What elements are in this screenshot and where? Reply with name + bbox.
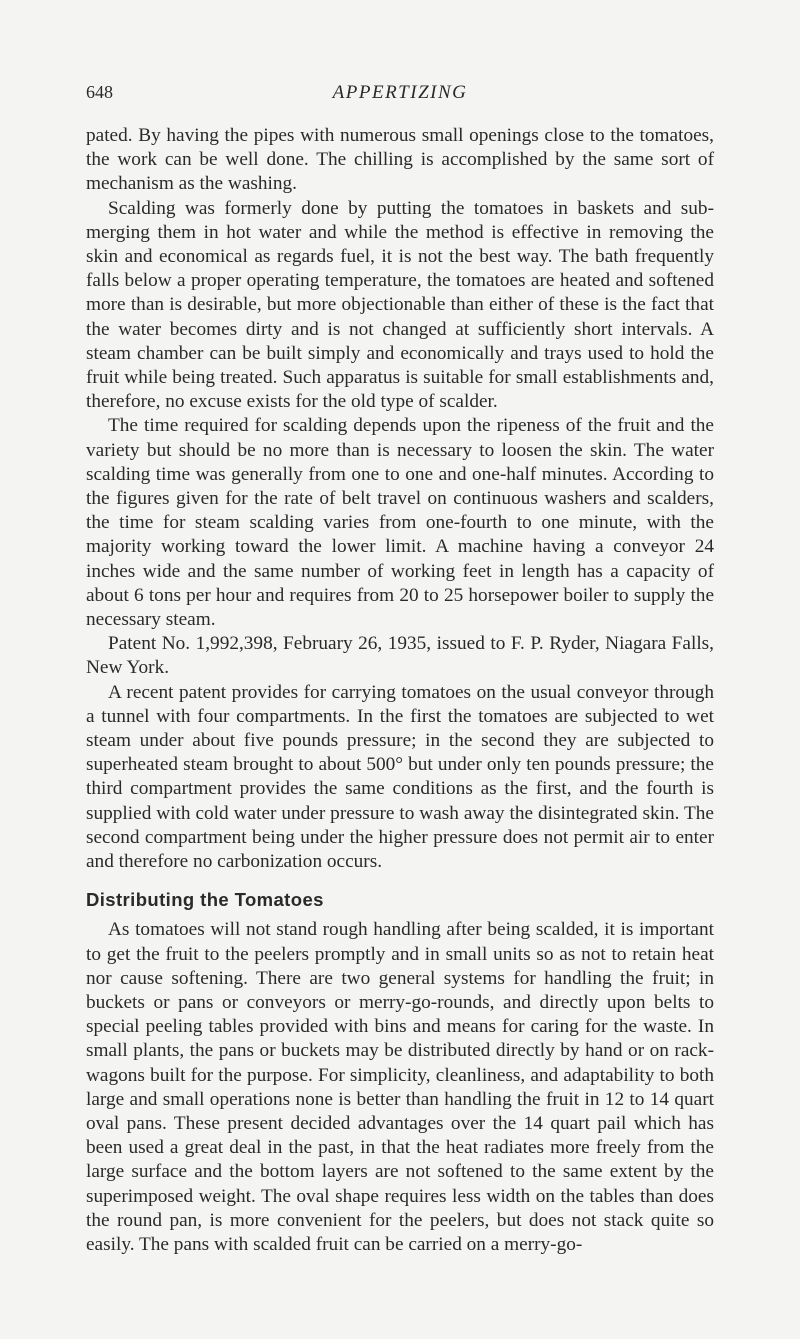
paragraph-continuation: pated. By having the pipes with numerous small openings close to the tomatoes, the work can be well done. The chilling is accomplished by the same sort of mechanism as the washing.: [86, 125, 714, 195]
page-body: [86, 124, 714, 1257]
section-heading: Distributing the Tomatoes: [86, 889, 324, 911]
paragraph-distributing: As tomatoes will not stand rough handling after being scalded, it is important to get the fruit to the peelers promptly and in small units so as not to retain heat nor cause softening. There are two general systems for handling the fruit; in buckets or pans or conveyors or merry-go-rounds, and directly upon belts to special peeling tables provided with bins and means for caring for the waste. In small plants, the pans or buckets may be distributed directly by hand or on rack-wagons built for the purpose. For simplicity, cleanliness, and adaptability to both large and small operations none is better than handling the fruit in 12 to 14 quart oval pans. These present decided advantages over the 14 quart pail which has been used a great deal in the past, in that the heat radiates more freely from the large surface and the bottom layers are not softened to the same extent by the superimposed weight. The oval shape requires less width on the tables than does the round pan, is more convenient for the peelers, but does not stack quite so easily. The pans with scalded fruit can be carried on a merry-go-: [86, 919, 714, 1255]
paragraph-patent-reference: Patent No. 1,992,398, February 26, 1935, issued to F. P. Ryder, Niagara Falls, New York.: [86, 633, 714, 679]
page-header: [86, 82, 714, 106]
paragraph-scalding: Scalding was formerly done by putting the tomatoes in baskets and submerging them in hot water and while the method is effective in removing the skin and economical as regards fuel, it is not the best way. The bath frequently falls below a proper operating temperature, the tomatoes are heated and softened more than is desirable, but more objectionable than either of these is the fact that the water becomes dirty and is not changed at sufficiently short intervals. A steam chamber can be built simply and economically and trays used to hold the fruit while being treated. Such apparatus is suitable for small establishments and, therefore, no excuse exists for the old type of scalder.: [86, 197, 714, 413]
paragraph-recent-patent: A recent patent provides for carrying tomatoes on the usual conveyor through a tunnel with four compartments. In the first the tomatoes are subjected to wet steam under about five pounds pressure; in the second they are subjected to superheated steam brought to about 500° but under only ten pounds pressure; the third compartment provides the same conditions as the first, and the fourth is supplied with cold water under pressure to wash away the disintegrated skin. The second compartment being under the higher pressure does not permit air to enter and therefore no carbonization occurs.: [86, 681, 714, 873]
page-number: 648: [86, 82, 113, 102]
running-title: APPERTIZING: [332, 82, 468, 103]
paragraph-scalding-time: The time required for scalding depends upon the ripeness of the fruit and the variety but should be no more than is necessary to loosen the skin. The water scalding time was generally from one to one and one-half minutes. According to the figures given for the rate of belt travel on continuous washers and scalders, the time for steam scalding varies from one-fourth to one minute, with the majority working toward the lower limit. A machine having a conveyor 24 inches wide and the same number of working feet in length has a capacity of about 6 tons per hour and requires from 20 to 25 horsepower boiler to supply the necessary steam.: [86, 415, 714, 631]
